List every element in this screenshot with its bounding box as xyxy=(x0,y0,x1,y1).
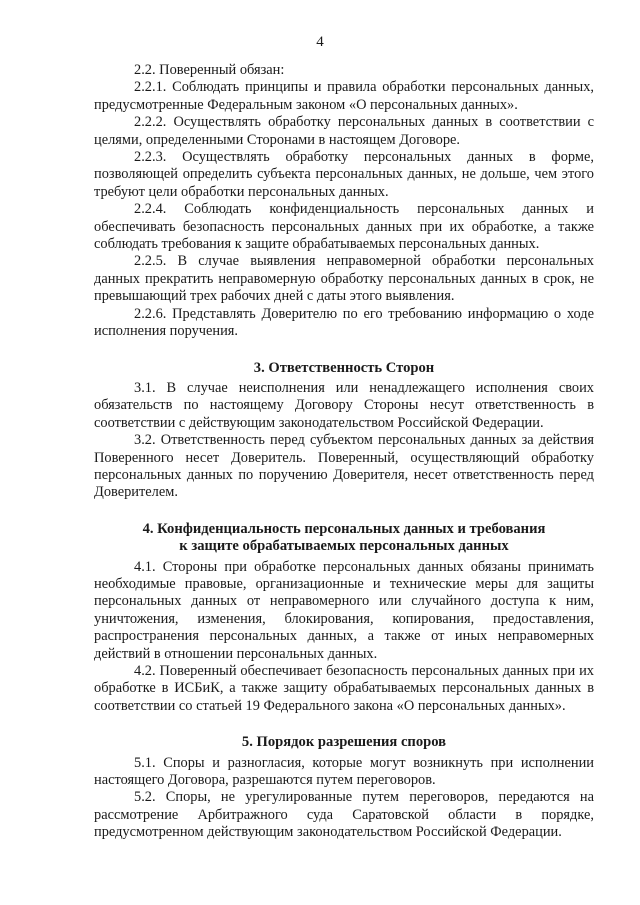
clause-2-2-3: 2.2.3. Осуществлять обработку персональных данных в форме, позволяющей определить субъекта персональных данных, не дольше, чем этого требуют цели обработки персональных данных. xyxy=(94,149,594,200)
clause-3-1: 3.1. В случае неисполнения или ненадлежащего исполнения своих обязательств по настоящему Договору Стороны несут ответственность в соответствии с действующим законодательством Российской Федерации. xyxy=(94,379,594,431)
section-5-heading: 5. Порядок разрешения споров xyxy=(241,734,447,751)
clause-2-2-intro: 2.2. Поверенный обязан: xyxy=(134,62,285,78)
clause-2-2-6: 2.2.6. Представлять Доверителю по его требованию информацию о ходе исполнения поручения. xyxy=(94,305,594,340)
section-4-heading xyxy=(94,521,594,556)
clause-2-2-4: 2.2.4. Соблюдать конфиденциальность персональных данных и обеспечивать безопасность персональных данных при их обработке, а также соблюдать требования к защите обрабатываемых персональных данных. xyxy=(94,201,594,253)
section-4-heading-line1: 4. Конфиденциальность персональных данных и требования xyxy=(142,520,546,537)
section-4-heading-line2: к защите обрабатываемых персональных данных xyxy=(179,538,509,555)
clause-2-2-1: 2.2.1. Соблюдать принципы и правила обработки персональных данных, предусмотренные Федеральным законом «О персональных данных». xyxy=(94,79,594,113)
clause-5-1: 5.1. Споры и разногласия, которые могут возникнуть при исполнении настоящего Договора, разрешаются путем переговоров. xyxy=(94,754,594,789)
clause-5-2: 5.2. Споры, не урегулированные путем переговоров, передаются на рассмотрение Арбитражного суда Саратовской области в порядке, предусмотренном действующим законодательством Российской Федерации. xyxy=(94,789,594,841)
page-content xyxy=(94,62,594,842)
section-3-heading: 3. Ответственность Сторон xyxy=(253,359,435,376)
clause-4-1: 4.1. Стороны при обработке персональных данных обязаны принимать необходимые правовые, организационные и технические меры для защиты персональных данных от неправомерного или случайного доступа к ним, уничтожения, изменения, блокирования, копирования, предоставления, распространения персональных данных, а также от иных неправомерных действий в отношении персональных данных. xyxy=(94,558,594,662)
page-number: 4 xyxy=(316,34,324,50)
clause-2-2-5: 2.2.5. В случае выявления неправомерной обработки персональных данных прекратить неправомерную обработку персональных данных в срок, не превышающий трех рабочих дней с даты этого выявления. xyxy=(94,253,594,305)
clause-3-2: 3.2. Ответственность перед субъектом персональных данных за действия Поверенного несет Доверитель. Поверенный, осуществляющий обработку персональных данных по поручению Доверителя, несет ответственность перед Доверителем. xyxy=(94,432,594,501)
clause-4-2: 4.2. Поверенный обеспечивает безопасность персональных данных при их обработке в ИСБиК, а также защиту обрабатываемых персональных данных в соответствии со статьей 19 Федерального закона «О персональных данных». xyxy=(94,663,594,714)
clause-2-2-2: 2.2.2. Осуществлять обработку персональных данных в соответствии с целями, определенными Сторонами в настоящем Договоре. xyxy=(94,114,594,148)
